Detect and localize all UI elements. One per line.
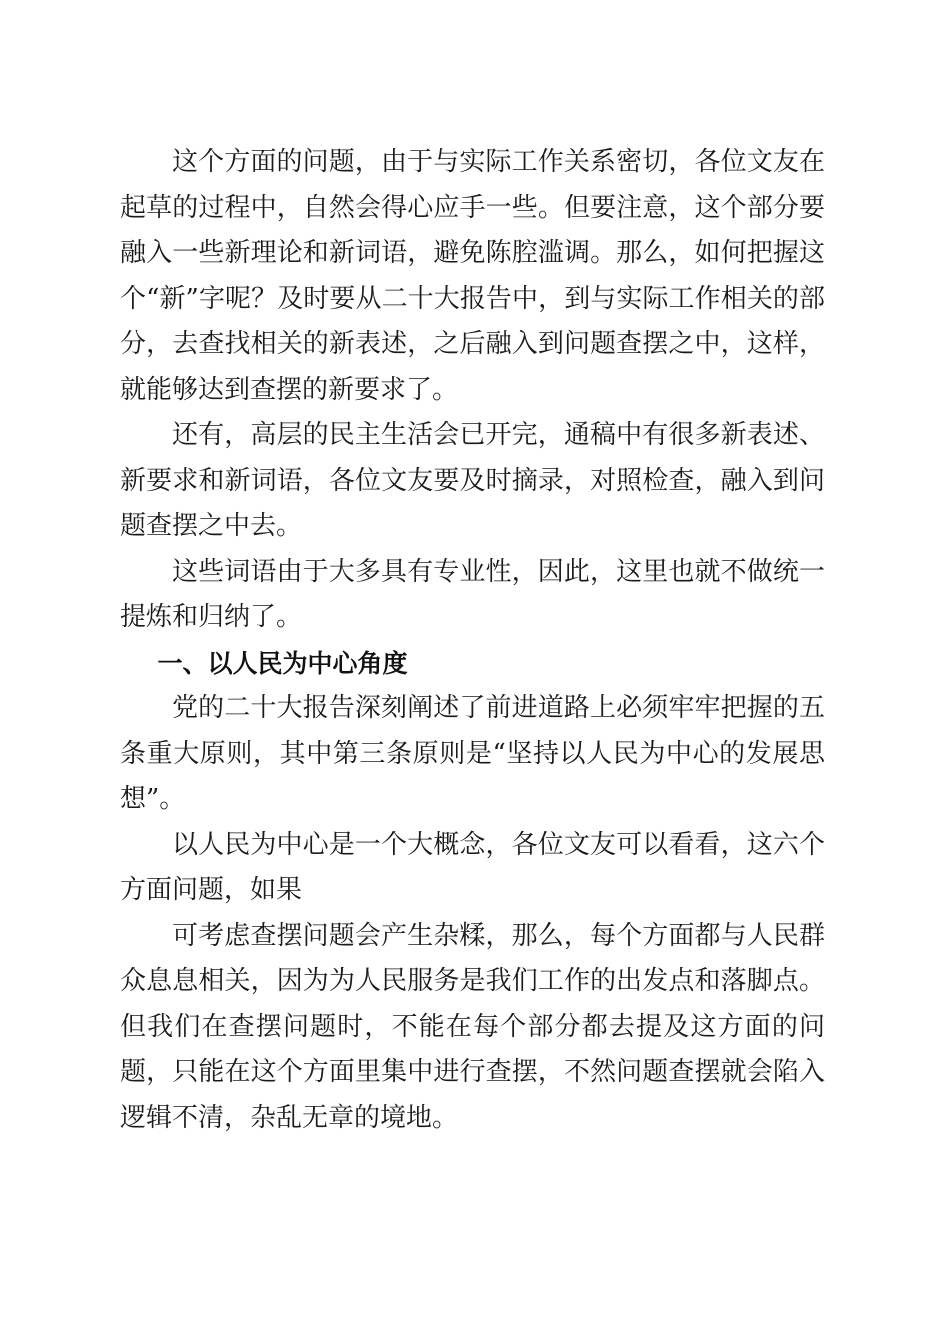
paragraph-4: 党的二十大报告深刻阐述了前进道路上必须牢牢把握的五条重大原则，其中第三条原则是“坚持以人民为中心的发展思想”。 xyxy=(120,693,825,814)
document-body xyxy=(120,140,825,1141)
paragraph-3: 这些词语由于大多具有专业性，因此，这里也就不做统一提炼和归纳了。 xyxy=(120,556,825,632)
paragraph-6: 可考虑查摆问题会产生杂糅，那么，每个方面都与人民群众息息相关，因为为人民服务是我们工作的出发点和落脚点。但我们在查摆问题时，不能在每个部分都去提及这方面的问题，只能在这个方面里集中进行查摆，不然问题查摆就会陷入逻辑不清，杂乱无章的境地。 xyxy=(120,920,825,1133)
paragraph-5: 以人民为中心是一个大概念，各位文友可以看看，这六个方面问题，如果 xyxy=(120,829,825,905)
paragraph-1: 这个方面的问题，由于与实际工作关系密切，各位文友在起草的过程中，自然会得心应手一些。但要注意，这个部分要融入一些新理论和新词语，避免陈腔滥调。那么，如何把握这个“新”字呢？及时要从二十大报告中，到与实际工作相关的部分，去查找相关的新表述，之后融入到问题查摆之中，这样，就能够达到查摆的新要求了。 xyxy=(120,147,825,405)
paragraph-2: 还有，高层的民主生活会已开完，通稿中有很多新表述、新要求和新词语，各位文友要及时摘录，对照检查，融入到问题查摆之中去。 xyxy=(120,420,825,541)
section-heading-1: 一、以人民为中心角度 xyxy=(157,648,408,678)
